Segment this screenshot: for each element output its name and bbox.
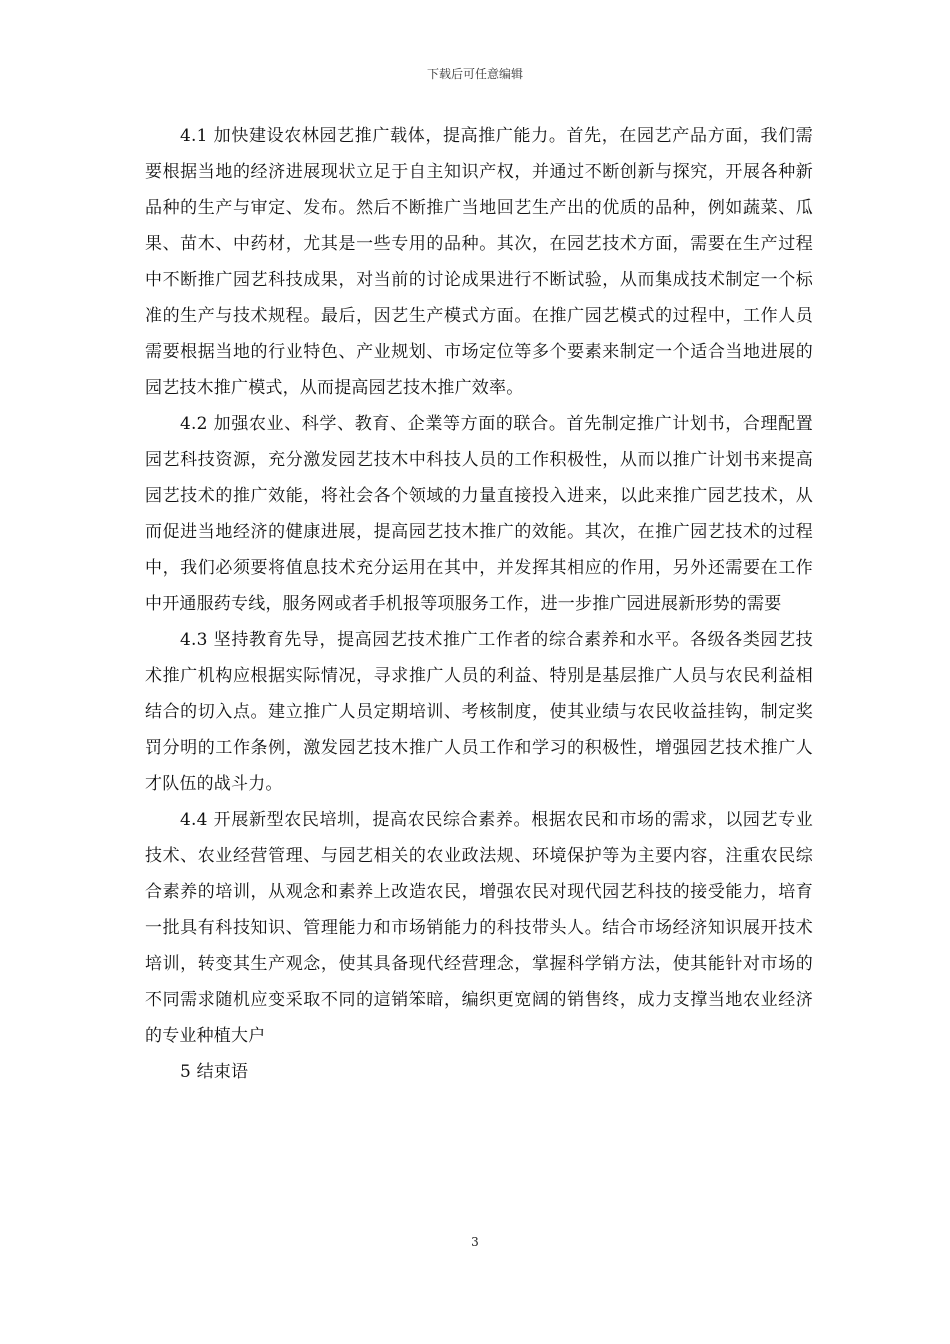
page-header: 下载后可任意编辑 — [426, 67, 523, 81]
document-body — [145, 118, 813, 1090]
page-number: 3 — [471, 1235, 479, 1249]
paragraph-4-4: 4.4 开展新型农民培圳，提高农民综合素养。根据农民和市场的需求，以园艺专业技术、农业经营管理、与园艺相关的农业政法规、环境保护等为主要内容，注重农民综合素养的培训，从观念和素养上改造农民，增强农民对现代园艺科技的接受能力，培育一批具有科技知识、管理能力和市场销能力的科技带头人。结合市场经济知识展开技术培训，转变其生产观念，使其具备现代经营理念，掌握科学销方法，使其能针对市场的不同需求随机应变采取不同的這销笨暗，编织更宽阔的销售终，成力支撑当地农业经济的专业种植大户 — [145, 810, 813, 1046]
section-heading-5: 5 结束语 — [180, 1062, 249, 1082]
paragraph-4-3: 4.3 坚持教育先导，提高园艺技术推广工作者的综合素养和水平。各级各类园艺技术推广机构应根据实际情况，寻求推广人员的利益、特別是基层推广人员与农民利益相结合的切入点。建立推广人员定期培训、考核制度，使其业绩与农民收益挂钩，制定奖罚分明的工作条例，激发园艺技木推广人员工作和学习的积极性，增强园艺技术推广人才队伍的战斗力。 — [145, 630, 813, 794]
paragraph-4-2: 4.2 加强农业、科学、教育、企業等方面的联合。首先制定推广计划书，合理配置园艺科技资源，充分激发园艺技木中科技人员的工作积极性，从而以推广计划书来提高园艺技术的推广效能，将社会各个领域的力量直接投入进来，以此来推广园艺技术，从而促进当地经济的健康进展，提高园艺技木推广的效能。其次，在推广园艺技术的过程中，我们必须要将值息技术充分运用在其中，并发挥其相应的作用，另外还需要在工作中开通服药专线，服务网或者手机报等项服务工作，进一步推广园进展新形势的需要 — [145, 414, 813, 614]
paragraph-4-1: 4.1 加快建设农林园艺推广载体，提高推广能力。首先，在园艺产品方面，我们需要根据当地的经济进展现状立足于自主知识产权，并通过不断创新与探究，开展各种新品种的生产与审定、发布。然后不断推广当地回艺生产出的优质的品种，例如蔬菜、瓜果、苗木、中药材，尤其是一些专用的品种。其次，在园艺技术方面，需要在生产过程中不断推广园艺科技成果，对当前的讨论成果进行不断试验，从而集成技术制定一个标准的生产与技术规程。最后，因艺生产模式方面。在推广园艺模式的过程中，工作人员需要根据当地的行业特色、产业规划、市场定位等多个要素来制定一个适合当地进展的园艺技木推广模式，从而提高园艺技木推广效率。 — [145, 126, 813, 398]
